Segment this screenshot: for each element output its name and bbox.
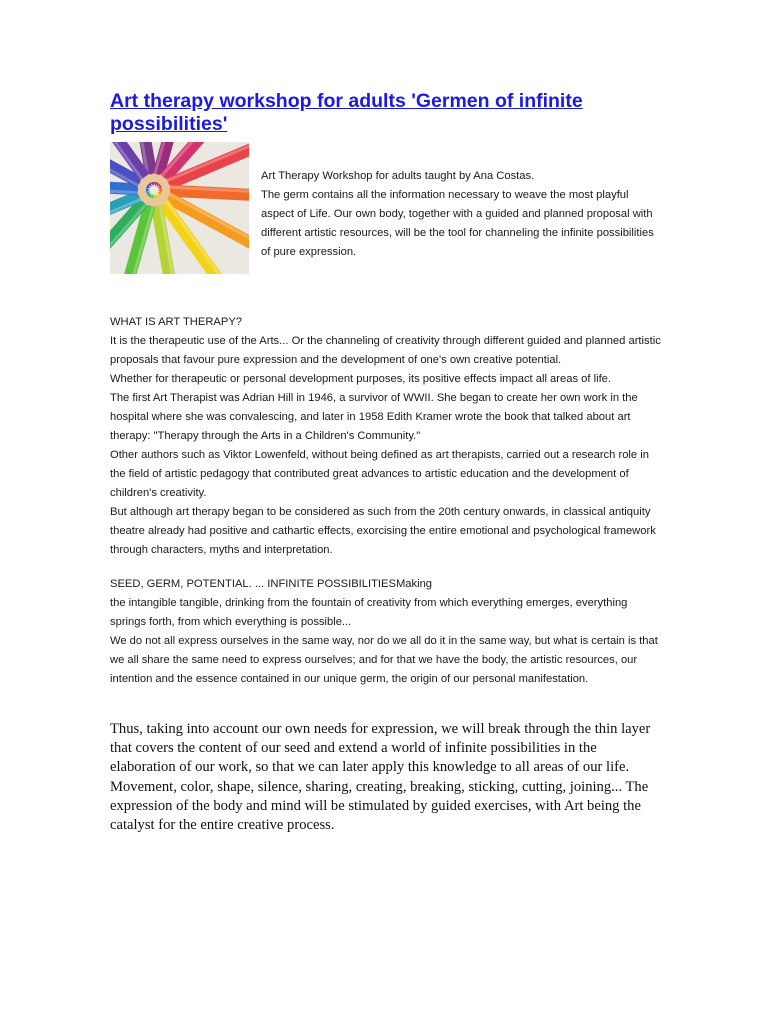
intro-line-1: Art Therapy Workshop for adults taught by Ana Costas. [261,170,535,182]
intro-text [261,167,661,262]
what-is-art-therapy-section [110,313,666,560]
colored-pencils-circle-image [110,142,249,274]
section-heading: SEED, GERM, POTENTIAL. ... INFINITE POSSIBILITIESMaking [110,578,433,590]
paragraph: The first Art Therapist was Adrian Hill in 1946, a survivor of WWII. She began to create her own work in the hospital where she was convalescing, and later in 1958 Edith Kramer wrote the book that talked about art therapy: "Therapy through the Arts in a Children's Community." [110,392,638,442]
intro-paragraph: The germ contains all the information necessary to weave the most playful aspect of Life. Our own body, together with a guided and planned proposal with different artistic resources, will be the tool for channeling the infinite possibilities of pure expression. [261,189,654,258]
paragraph: Whether for therapeutic or personal development purposes, its positive effects impact all areas of life. [110,373,612,385]
paragraph: We do not all express ourselves in the same way, nor do we all do it in the same way, but what is certain is that we all share the same need to express ourselves; and for that we have the body, the artistic resources, our intention and the essence contained in our unique germ, the origin of our personal manifestation. [110,635,658,685]
paragraph: the intangible tangible, drinking from the fountain of creativity from which everything emerges, everything springs forth, from which everything is possible... [110,597,628,628]
paragraph: Thus, taking into account our own needs for expression, we will break through the thin layer that covers the content of our seed and extend a world of infinite possibilities in the elaboration of our work, so that we can later apply this knowledge to all areas of our life. [110,721,651,776]
paragraph: Movement, color, shape, silence, sharing, creating, breaking, sticking, cutting, joining... The expression of the body and mind will be stimulated by guided exercises, with Art being the catalyst for the entire creative process. [110,778,649,834]
paragraph: Other authors such as Viktor Lowenfeld, without being defined as art therapists, carried out a research role in the field of artistic pedagogy that contributed great advances to artistic education and the development of children's creativity. [110,449,649,499]
colored-pencils-icon [110,142,249,274]
section-heading: WHAT IS ART THERAPY? [110,316,243,328]
paragraph: It is the therapeutic use of the Arts... Or the channeling of creativity through different guided and planned artistic proposals that favour pure expression and the development of one's own creative potential. [110,335,661,366]
closing-text [110,720,666,835]
paragraph: But although art therapy began to be considered as such from the 20th century onwards, in classical antiquity theatre already had positive and cathartic effects, exorcising the entire emotional and psychological framework through characters, myths and interpretation. [110,506,656,556]
article-title-link[interactable]: Art therapy workshop for adults 'Germen of infinite possibilities' [110,90,583,135]
seed-germ-section [110,575,666,689]
